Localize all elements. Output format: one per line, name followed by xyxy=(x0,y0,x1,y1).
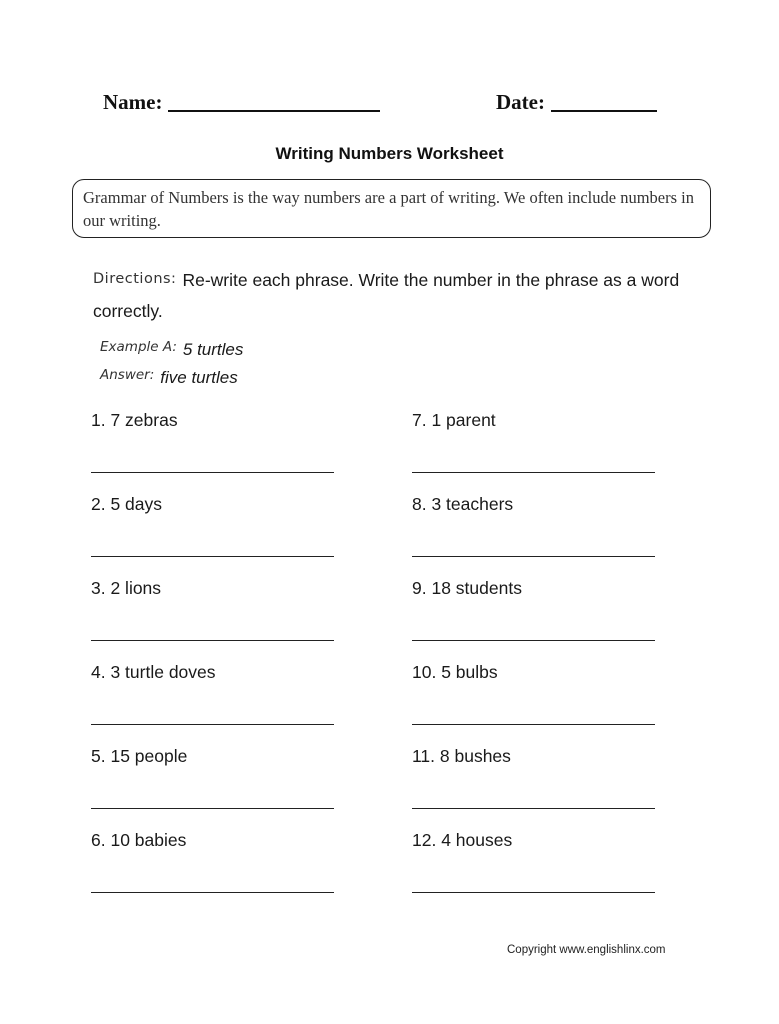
answer-value: five turtles xyxy=(160,368,238,387)
answer-line[interactable] xyxy=(412,808,655,809)
answer-line[interactable] xyxy=(91,556,334,557)
question-item: 1. 7 zebras xyxy=(91,410,178,430)
name-blank-line[interactable] xyxy=(168,110,380,112)
answer-label: Answer: xyxy=(100,367,155,383)
directions-text: Re-write each phrase. Write the number in the phrase as a word correctly. xyxy=(93,270,680,321)
answer-line[interactable] xyxy=(412,892,655,893)
answer-line[interactable] xyxy=(412,724,655,725)
question-item: 4. 3 turtle doves xyxy=(91,662,216,682)
example-answer-row xyxy=(100,368,238,388)
page-title: Writing Numbers Worksheet xyxy=(275,144,504,163)
directions xyxy=(93,266,693,326)
example-value: 5 turtles xyxy=(182,340,244,359)
example-label: Example A: xyxy=(100,339,177,355)
question-item: 3. 2 lions xyxy=(91,578,162,598)
name-field-row xyxy=(103,90,380,115)
answer-line[interactable] xyxy=(91,472,334,473)
answer-line[interactable] xyxy=(91,892,334,893)
answer-line[interactable] xyxy=(91,724,334,725)
info-box-text: Grammar of Numbers is the way numbers are a part of writing. We often include numbers in our writing. xyxy=(83,188,694,230)
question-item: 8. 3 teachers xyxy=(412,494,514,514)
date-field-row xyxy=(496,90,657,115)
question-item: 12. 4 houses xyxy=(412,830,513,850)
question-item: 10. 5 bulbs xyxy=(412,662,498,682)
name-label: Name: xyxy=(103,90,163,114)
question-item: 2. 5 days xyxy=(91,494,163,514)
question-item: 9. 18 students xyxy=(412,578,522,598)
answer-line[interactable] xyxy=(91,808,334,809)
answer-line[interactable] xyxy=(412,472,655,473)
answer-line[interactable] xyxy=(412,640,655,641)
question-item: 5. 15 people xyxy=(91,746,188,766)
directions-label: Directions: xyxy=(93,271,177,287)
question-item: 7. 1 parent xyxy=(412,410,496,430)
date-blank-line[interactable] xyxy=(551,110,657,112)
question-item: 11. 8 bushes xyxy=(412,746,511,766)
date-label: Date: xyxy=(496,90,545,114)
info-box xyxy=(72,179,711,238)
answer-line[interactable] xyxy=(91,640,334,641)
example-row xyxy=(100,340,243,360)
copyright-text: Copyright www.englishlinx.com xyxy=(507,944,666,956)
question-item: 6. 10 babies xyxy=(91,830,187,850)
answer-line[interactable] xyxy=(412,556,655,557)
